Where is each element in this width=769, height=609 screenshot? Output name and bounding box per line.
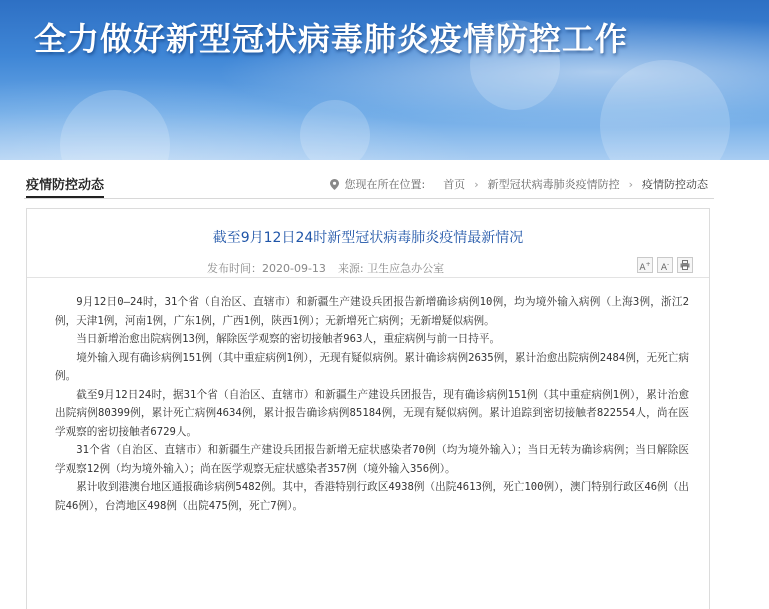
article-paragraph: 9月12日0—24时，31个省（自治区、直辖市）和新疆生产建设兵团报告新增确诊病例10例，均为境外输入病例（上海3例，浙江2例，天津1例，河南1例，广东1例，广西1例，陕西1例）；无新增死亡病例；无新增疑似病例。: [55, 296, 689, 327]
article-paragraph: 境外输入现有确诊病例151例（其中重症病例1例），无现有疑似病例。累计确诊病例2635例，累计治愈出院病例2484例，无死亡病例。: [55, 351, 689, 382]
article-paragraph: 当日新增治愈出院病例13例，解除医学观察的密切接触者963人，重症病例与前一日持平。: [76, 333, 501, 345]
font-decrease-button[interactable]: A-: [657, 257, 673, 273]
article-meta: [27, 253, 709, 278]
article-paragraph: 累计收到港澳台地区通报确诊病例5482例。其中，香港特别行政区4938例（出院4613例，死亡100例），澳门特别行政区46例（出院46例），台湾地区498例（出院475例，死亡7例）。: [55, 481, 689, 512]
print-button[interactable]: [677, 257, 693, 273]
article-body: [55, 293, 689, 515]
location-pin-icon: [330, 179, 339, 190]
article: [26, 208, 710, 609]
section-title[interactable]: 疫情防控动态: [26, 174, 104, 198]
article-meta-text: [207, 260, 444, 276]
banner-bokeh: [600, 60, 730, 160]
banner-title: 全力做好新型冠状病毒肺炎疫情防控工作: [34, 20, 629, 58]
font-increase-button[interactable]: A+: [637, 257, 653, 273]
article-paragraph: 截至9月12日24时，据31个省（自治区、直辖市）和新疆生产建设兵团报告，现有确诊病例151例（其中重症病例1例），累计治愈出院病例80399例，累计死亡病例4634例，累计报告确诊病例85184例，无现有疑似病例。累计追踪到密切接触者822554人，尚在医学观察的密切接触者6729人。: [55, 388, 689, 438]
article-tools: [637, 257, 693, 273]
article-paragraph: 31个省（自治区、直辖市）和新疆生产建设兵团报告新增无症状感染者70例（均为境外输入）；当日无转为确诊病例；当日解除医学观察12例（均为境外输入）；尚在医学观察无症状感染者357例（境外输入356例）。: [55, 444, 689, 475]
section-bar: [24, 170, 714, 199]
article-source: 来源: 卫生应急办公室: [337, 262, 445, 275]
breadcrumb-home-link[interactable]: 首页: [443, 178, 466, 191]
breadcrumb: [330, 176, 708, 192]
banner: [0, 0, 769, 160]
breadcrumb-current[interactable]: 疫情防控动态: [642, 178, 708, 191]
printer-icon: [680, 260, 690, 270]
breadcrumb-topic-link[interactable]: 新型冠状病毒肺炎疫情防控: [487, 178, 620, 191]
article-title: 截至9月12日24时新型冠状病毒肺炎疫情最新情况: [212, 230, 524, 246]
chevron-right-icon: ›: [474, 177, 479, 191]
breadcrumb-prefix: 您现在所在位置:: [344, 178, 426, 191]
chevron-right-icon: ›: [628, 177, 633, 191]
banner-bokeh: [60, 90, 170, 160]
publish-date: 发布时间：2020-09-13: [207, 262, 326, 275]
banner-bokeh: [300, 100, 370, 160]
